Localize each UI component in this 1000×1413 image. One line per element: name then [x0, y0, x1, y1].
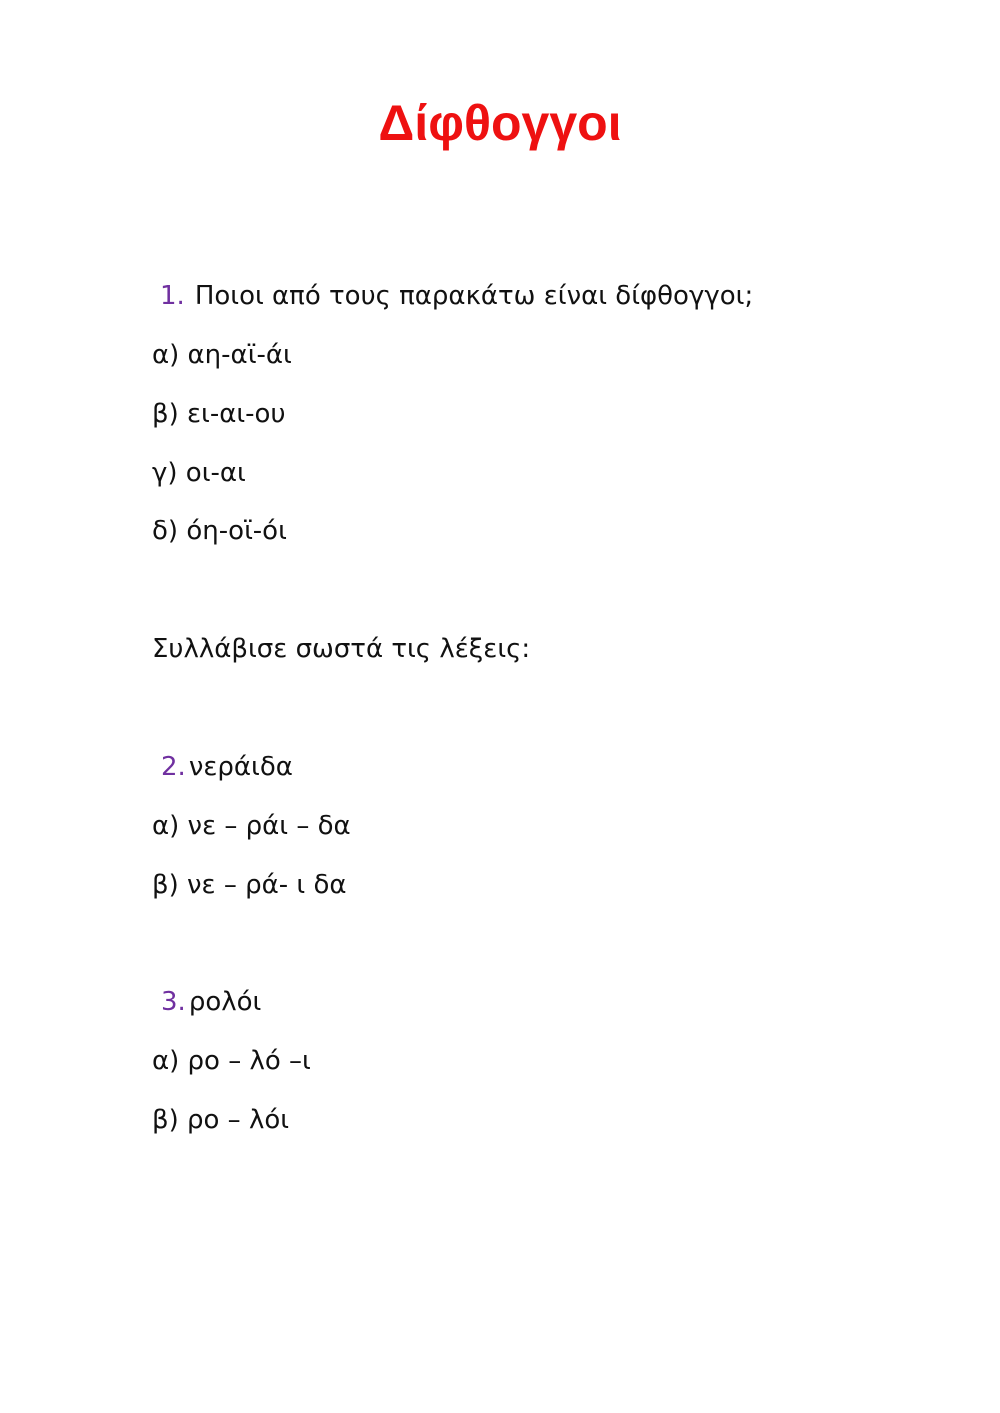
- answer-option-c[interactable]: γ) οι-αι: [152, 458, 246, 488]
- question-number: 2.: [161, 752, 186, 782]
- question-number: 1.: [160, 281, 185, 311]
- answer-option-d[interactable]: δ) όη-οϊ-όι: [152, 516, 287, 546]
- answer-option-b[interactable]: β) ρο – λόι: [152, 1105, 290, 1135]
- answer-option-b[interactable]: β) νε – ρά- ι δα: [152, 870, 347, 900]
- answer-option-a[interactable]: α) νε – ράι – δα: [152, 811, 351, 841]
- question-3: [152, 985, 261, 1019]
- worksheet-title: Δίφθογγοι: [378, 95, 622, 151]
- question-1: [152, 279, 753, 313]
- question-word: νεράιδα: [188, 752, 293, 782]
- question-number: 3.: [161, 987, 186, 1017]
- question-prompt: Ποιοι από τους παρακάτω είναι δίφθογγοι;: [194, 281, 754, 311]
- instruction-text: Συλλάβισε σωστά τις λέξεις:: [152, 634, 531, 664]
- answer-option-a[interactable]: α) ρο – λό –ι: [152, 1046, 311, 1076]
- answer-option-a[interactable]: α) αη-αϊ-άι: [152, 340, 292, 370]
- answer-option-b[interactable]: β) ει-αι-ου: [152, 399, 286, 429]
- question-2: [152, 750, 293, 784]
- question-word: ρολόι: [188, 987, 262, 1017]
